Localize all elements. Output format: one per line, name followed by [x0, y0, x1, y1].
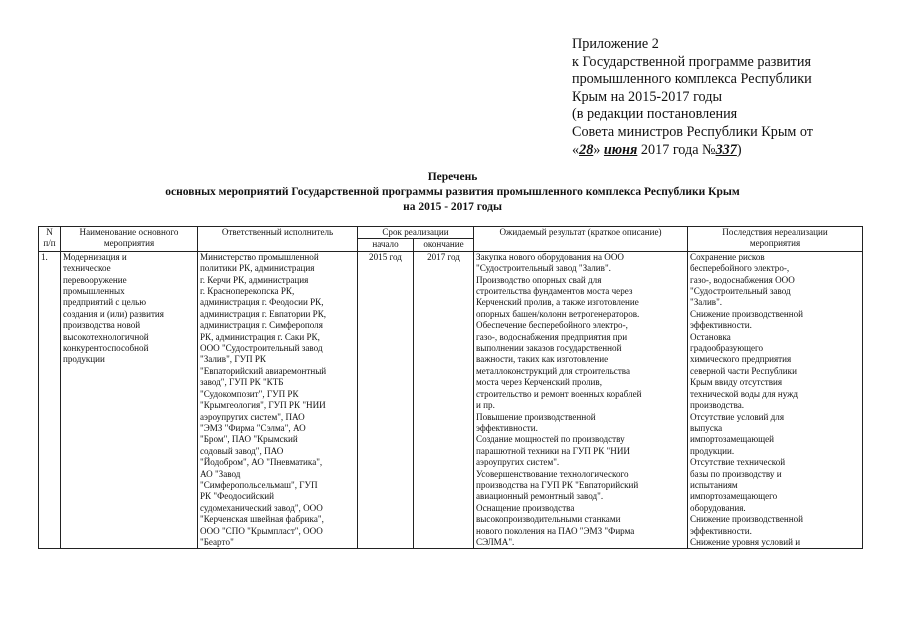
date-prefix: « — [572, 141, 580, 158]
title-line-1: Перечень — [427, 171, 478, 183]
date-year: 2017 года № — [637, 141, 716, 158]
table-row — [39, 251, 863, 549]
header-end: окончание — [414, 239, 474, 251]
appendix-line: Крым на 2015-2017 годы — [572, 88, 722, 105]
header-num: N п/п — [39, 227, 61, 252]
cell-executor: Министерство промышленной политики РК, администрация г. Керчи РК, администрация г. Красноперекопска РК, администрация г. Феодосии РК, администрация г. Евпатории РК, администрация г. Симферополя РК, администрация г. Саки РК, ООО "Судостроительный завод "Залив", ГУП РК "Евпаторийский авиаремонтный завод", ГУП РК "КТБ "Судокомпозит", ГУП РК "Крымгеология", ГУП РК "НИИ аэроупругих систем", ПАО "ЭМЗ "Фирма "Сэлма", АО "Бром", ПАО "Крымский содовый завод", ПАО "Йодобром", АО "Пневматика", АО "Завод "Симферопольсельмаш", ГУП РК "Феодосийский судомеханический завод", ООО "Керченская швейная фабрика", ООО "СПО "Крымпласт", ООО "Бeapтo" — [198, 251, 358, 549]
header-consequences: Последствия нереализации мероприятия — [688, 227, 863, 252]
appendix-block — [572, 36, 892, 159]
cell-num: 1. — [39, 251, 61, 549]
cell-start: 2015 год — [358, 251, 414, 549]
appendix-line: к Государственной программе развития — [572, 53, 811, 70]
measures-table — [38, 226, 863, 549]
handwritten-day: 28 — [579, 141, 594, 158]
appendix-date-line — [572, 142, 892, 160]
handwritten-number: 337 — [715, 141, 737, 158]
date-mid: » — [593, 141, 604, 158]
title-line-3: на 2015 - 2017 годы — [403, 201, 502, 213]
handwritten-month: июня — [603, 141, 638, 158]
header-result: Ожидаемый результат (краткое описание) — [474, 227, 688, 252]
date-suffix: ) — [736, 141, 742, 158]
cell-end: 2017 год — [414, 251, 474, 549]
cell-name: Модернизация и техническое перевооружение промышленных предприятий с целью создания и (или) развития производства новой высокотехнологичной конкурентоспособной продукции — [61, 251, 198, 549]
cell-consequences: Сохранение рисков бесперебойного электро-, газо-, водоснабжения ООО "Судостроительный завод "Залив". Снижение производственной эффективности. Остановка градообразующего химического предприятия северной части Республики Крым ввиду отсутствия технической воды для нужд производства. Отсутствие условий для выпуска импортозамещающей продукции. Отсутствие технической базы по производству и испытаниям импортозамещающего оборудования. Снижение производственной эффективности. Снижение уровня условий и — [688, 251, 863, 549]
appendix-line: Совета министров Республики Крым от — [572, 123, 813, 140]
title-line-2: основных мероприятий Государственной программы развития промышленного комплекса Республики Крым — [165, 186, 740, 198]
appendix-line: Приложение 2 — [572, 36, 659, 52]
header-executor: Ответственный исполнитель — [198, 227, 358, 252]
cell-result: Закупка нового оборудования на ООО "Судостроительный завод "Залив". Производство опорных свай для строительства фундаментов моста через Керченский пролив, а также изготовление опорных башен/колонн ветрогенераторов. Обеспечение бесперебойного электро-, газо-, водоснабжения предприятия при выполнении заказов государственной важности, таких как изготовление металлоконструкций для строительства моста через Керченский пролив, строительство и ремонт военных кораблей и пр. Повышение производственной эффективности. Создание мощностей по производству парашютной техники на ГУП РК "НИИ аэроупругих систем". Усовершенствование технологического производства на ГУП РК "Евпаторийский авиационный ремонтный завод". Оснащение производства высокопроизводительными станками нового поколения на ПАО "ЭМЗ "Фирма СЭЛМА". — [474, 251, 688, 549]
appendix-line: промышленного комплекса Республики — [572, 71, 812, 88]
appendix-line: (в редакции постановления — [572, 106, 738, 123]
table-header-row — [39, 227, 863, 239]
header-start: начало — [358, 239, 414, 251]
document-title — [0, 170, 905, 215]
header-name: Наименование основного мероприятия — [61, 227, 198, 252]
header-period: Срок реализации — [358, 227, 474, 239]
